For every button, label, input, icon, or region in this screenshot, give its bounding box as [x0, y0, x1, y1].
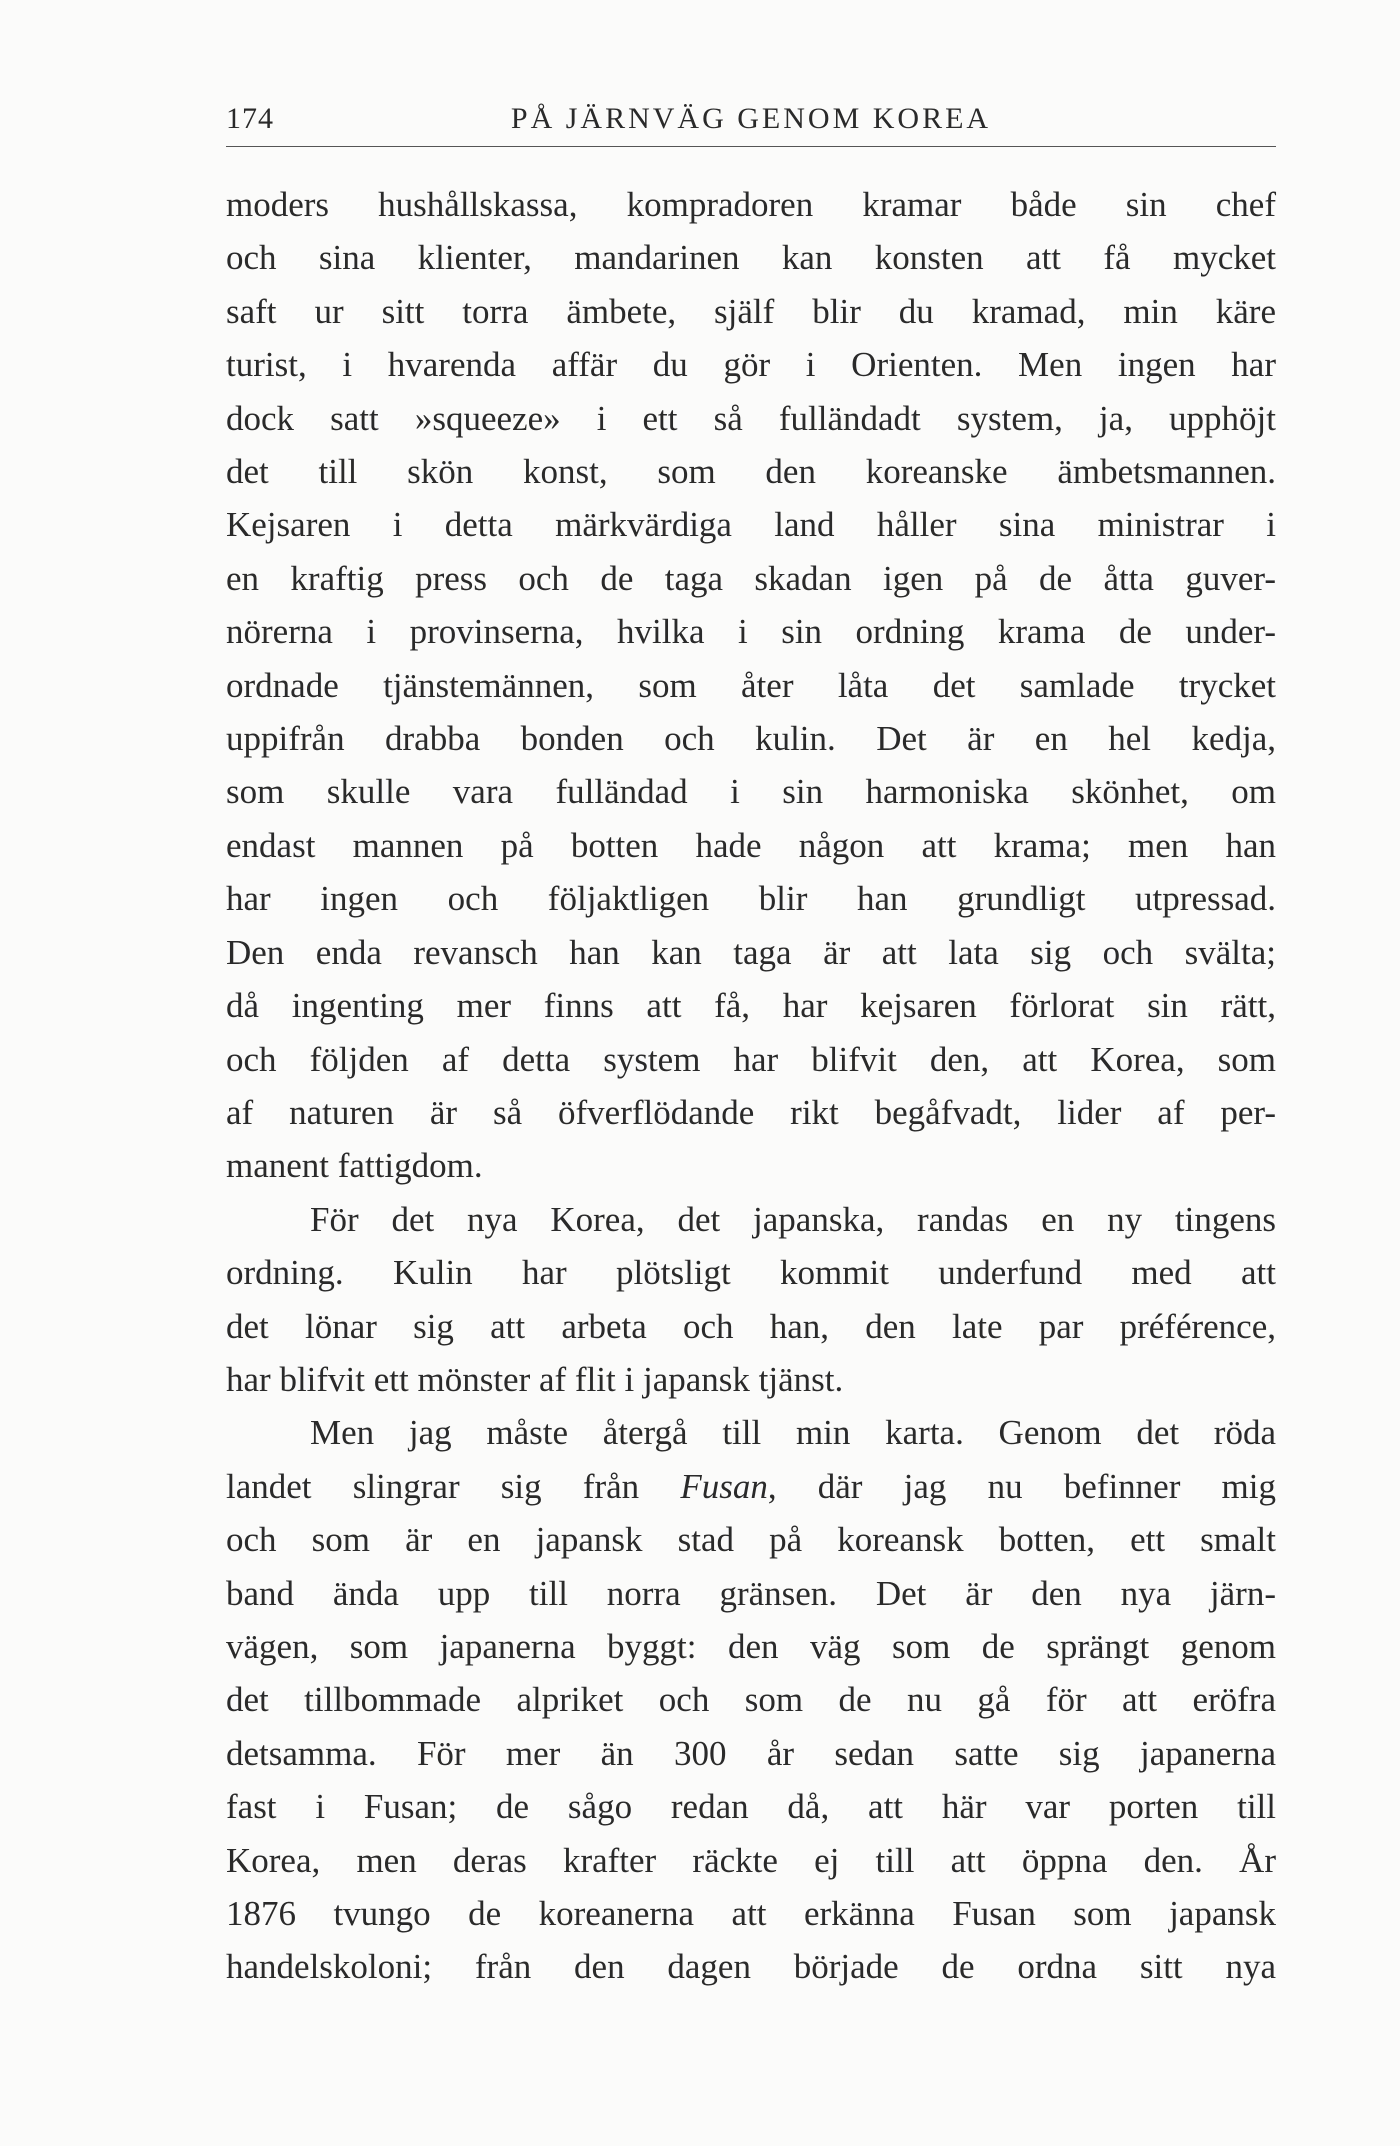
text-line: då ingenting mer finns att få, har kejsaren förlorat sin rätt,	[226, 986, 1276, 1026]
text-line: en kraftig press och de taga skadan igen på de åtta guver-	[226, 558, 1276, 598]
text-line: manent fattigdom.	[226, 1146, 483, 1186]
text-line: det lönar sig att arbeta och han, den late par préférence,	[226, 1306, 1276, 1346]
text-line: ordning. Kulin har plötsligt kommit underfund med att	[226, 1253, 1276, 1293]
running-title: PÅ JÄRNVÄG GENOM KOREA	[510, 102, 992, 135]
text-line: ordnade tjänstemännen, som åter låta det samlade trycket	[226, 665, 1276, 705]
text-line: det till skön konst, som den koreanske ämbetsmannen.	[226, 452, 1276, 492]
text-line: turist, i hvarenda affär du gör i Orienten. Men ingen har	[226, 345, 1276, 385]
page-number: 174	[226, 102, 274, 135]
paragraph	[226, 178, 1276, 1193]
text-line: Den enda revansch han kan taga är att lata sig och svälta;	[226, 932, 1276, 972]
text-line: endast mannen på botten hade någon att krama; men han	[226, 825, 1276, 865]
text-line: af naturen är så öfverflödande rikt begåfvadt, lider af per-	[226, 1092, 1276, 1132]
text-line: nörerna i provinserna, hvilka i sin ordning krama de under-	[226, 612, 1276, 652]
text-line: som skulle vara fulländad i sin harmoniska skönhet, om	[226, 772, 1276, 812]
text-line: handelskoloni; från den dagen började de ordna sitt nya	[226, 1947, 1276, 1987]
paragraph	[226, 1406, 1276, 1993]
body-text	[226, 178, 1276, 1994]
text-line: Korea, men deras krafter räckte ej till att öppna den. År	[226, 1840, 1276, 1880]
text-line: det tillbommade alpriket och som de nu gå för att eröfra	[226, 1680, 1276, 1720]
text-line: moders hushållskassa, kompradoren kramar både sin chef	[226, 185, 1276, 224]
text-line: har blifvit ett mönster af flit i japansk tjänst.	[226, 1359, 844, 1399]
text-line: fast i Fusan; de sågo redan då, att här var porten till	[226, 1787, 1276, 1827]
text-line: detsamma. För mer än 300 år sedan satte sig japanerna	[226, 1733, 1276, 1773]
text-line: Men jag måste återgå till min karta. Genom det röda	[310, 1413, 1276, 1453]
paragraph	[226, 1193, 1276, 1407]
text-line: har ingen och följaktligen blir han grundligt utpressad.	[226, 879, 1276, 919]
text-line: dock satt »squeeze» i ett så fulländadt system, ja, upphöjt	[226, 398, 1276, 438]
italic-place-name: Fusan	[680, 1466, 768, 1506]
text-line: och som är en japansk stad på koreansk botten, ett smalt	[226, 1520, 1276, 1560]
text-line: band ända upp till norra gränsen. Det är den nya järn-	[226, 1573, 1276, 1613]
text-line: vägen, som japanerna byggt: den väg som de sprängt genom	[226, 1626, 1276, 1666]
text-line: 1876 tvungo de koreanerna att erkänna Fusan som japansk	[226, 1894, 1276, 1933]
running-head	[226, 98, 1276, 147]
text-line: saft ur sitt torra ämbete, själf blir du kramad, min käre	[226, 291, 1276, 331]
text-line: landet slingrar sig från Fusan, där jag nu befinner mig	[226, 1466, 1276, 1506]
text-line: Kejsaren i detta märkvärdiga land håller sina ministrar i	[226, 505, 1276, 545]
text-line: uppifrån drabba bonden och kulin. Det är en hel kedja,	[226, 719, 1276, 759]
text-line: och sina klienter, mandarinen kan konsten att få mycket	[226, 238, 1276, 278]
text-line: För det nya Korea, det japanska, randas en ny tingens	[310, 1199, 1276, 1239]
text-line: och följden af detta system har blifvit den, att Korea, som	[226, 1039, 1276, 1079]
